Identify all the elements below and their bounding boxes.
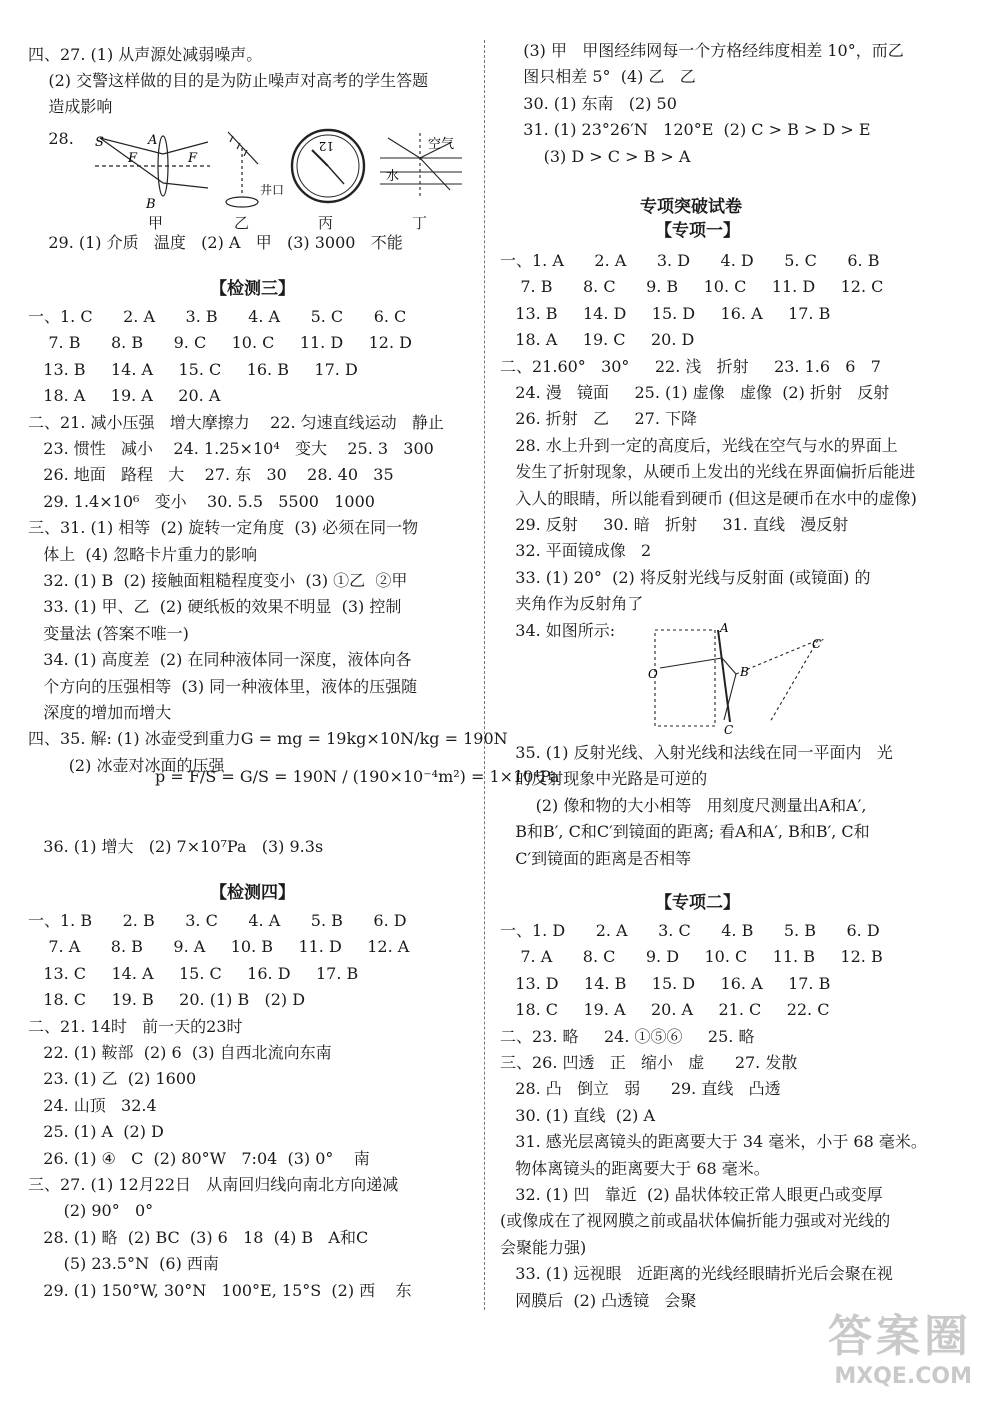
text-line: 26. 折射 乙 27. 下降 (500, 409, 698, 429)
text-line: 7. B 8. C 9. B 10. C 11. D 12. C (500, 277, 884, 297)
text-line: 网膜后 (2) 凸透镜 会聚 (500, 1290, 697, 1310)
text-line: 33. (1) 20° (2) 将反射光线与反射面 (或镜面) 的 (500, 567, 871, 587)
text-line: 入人的眼睛，所以能看到硬币 (但这是硬币在水中的虚像) (500, 488, 917, 508)
text-line: 夹角作为反射角了 (500, 594, 644, 614)
text-line: 7. A 8. B 9. A 10. B 11. D 12. A (28, 937, 410, 957)
text-line: 31. (1) 23°26′N 120°E (2) C > B > D > E (508, 120, 871, 140)
text-line: (2) 90° 0° (28, 1201, 154, 1221)
text-line: 26. (1) ④ C (2) 80°W 7:04 (3) 0° 南 (28, 1148, 370, 1168)
text-line: 23. (1) 乙 (2) 1600 (28, 1069, 197, 1089)
column-divider (484, 40, 485, 1310)
caption-ding: 丁 (412, 214, 428, 232)
watermark-text: 答案圈 (828, 1311, 972, 1362)
pressure-formula: p = F/S = G/S = 190N / (190×10⁻⁴m²) = 1×10⁴Pa (155, 767, 560, 786)
text-line: 四、35. 解: (1) 冰壶受到重力G = mg = 19kg×10N/kg = 190N (28, 729, 508, 749)
text-line: 一、1. B 2. B 3. C 4. A 5. B 6. D (28, 911, 407, 930)
text-line: 三、31. (1) 相等 (2) 旋转一定角度 (3) 必须在同一物 (28, 518, 419, 538)
text-line: 会聚能力强) (500, 1237, 587, 1257)
fig34-label-c2: C′ (812, 637, 824, 651)
q36-line: 36. (1) 增大 (2) 7×10⁷Pa (3) 9.3s (28, 837, 324, 856)
q29-line: 29. (1) 介质 温度 (2) A 甲 (3) 3000 不能 (28, 233, 403, 252)
lens-label-s: S (95, 135, 104, 150)
text-line: 发生了折射现象，从硬币上发出的光线在界面偏折后能进 (500, 462, 916, 482)
text-line: 二、23. 略 24. ①⑤⑥ 25. 略 (500, 1026, 755, 1046)
fig34-reflection (640, 622, 840, 737)
text-line: 13. C 14. A 15. C 16. D 17. B (28, 963, 359, 983)
text-line: 体上 (4) 忽略卡片重力的影响 (28, 544, 258, 564)
text-line: 33. (1) 远视眼 近距离的光线经眼睛折光后会聚在视 (500, 1264, 893, 1284)
text-line: (5) 23.5°N (6) 西南 (28, 1254, 219, 1274)
lens-label-a: A (148, 133, 158, 148)
well-label: 井口 (260, 183, 285, 197)
text-line: 24. 山顶 32.4 (28, 1095, 157, 1115)
text-line: 22. (1) 鞍部 (2) 6 (3) 自西北流向东南 (28, 1043, 332, 1062)
well-diagram (226, 132, 258, 207)
text-line: 24. 漫 镜面 25. (1) 虚像 虚像 (2) 折射 反射 (500, 383, 890, 402)
q27-line2: (2) 交警这样做的目的是为防止噪声对高考的学生答题 (28, 71, 429, 90)
text-line: 32. 平面镜成像 2 (500, 541, 652, 561)
air-label: 空气 (428, 137, 455, 152)
caption-yi: 乙 (234, 214, 250, 232)
text-line: 29. 1.4×10⁶ 变小 30. 5.5 5500 1000 (28, 491, 375, 511)
text-line: 7. A 8. C 9. D 10. C 11. B 12. B (500, 947, 883, 967)
text-line: (3) D > C > B > A (508, 146, 691, 166)
caption-bing: 丙 (318, 214, 334, 232)
text-line: 18. C 19. B 20. (1) B (2) D (28, 990, 306, 1010)
caption-jia: 甲 (148, 214, 164, 232)
section-title-4: 【检测四】 (210, 883, 295, 903)
text-line: 26. 地面 路程 大 27. 东 30 28. 40 35 (28, 465, 394, 485)
text-line: 三、26. 凹透 正 缩小 虚 27. 发散 (500, 1053, 798, 1072)
text-line: 个方向的压强相等 (3) 同一种液体里，液体的压强随 (28, 676, 418, 696)
text-line: 13. B 14. A 15. C 16. B 17. D (28, 359, 358, 379)
clock-number: 12 (318, 139, 334, 153)
special-title: 专项突破试卷 (640, 197, 742, 217)
text-line: (2) 冰壶对冰面的压强 (28, 755, 225, 775)
text-line: B和B′, C和C′到镜面的距离; 看A和A′, B和B′, C和 (500, 822, 870, 842)
text-line: 18. C 19. A 20. A 21. C 22. C (500, 1000, 830, 1020)
special-2-title: 【专项二】 (655, 893, 740, 913)
text-line: (2) 像和物的大小相等 用刻度尺测量出A和A′, (500, 795, 867, 815)
text-line: 一、1. D 2. A 3. C 4. B 5. B 6. D (500, 921, 880, 940)
lens-label-f1: F (128, 151, 138, 166)
section-title-3: 【检测三】 (210, 279, 295, 299)
text-line: (3) 甲 甲图经纬网每一个方格经纬度相差 10°，而乙 (508, 41, 904, 60)
text-line: 32. (1) 凹 靠近 (2) 晶状体较正常人眼更凸或变厚 (500, 1185, 883, 1204)
text-line: 物体离镜头的距离要大于 68 毫米。 (500, 1158, 770, 1178)
watermark-url: MXQE.COM (834, 1364, 972, 1389)
fig34-label-b: B (740, 665, 749, 679)
text-line: 29. 反射 30. 暗 折射 31. 直线 漫反射 (500, 515, 849, 534)
text-line: 29. (1) 150°W, 30°N 100°E, 15°S (2) 西 东 (28, 1280, 412, 1300)
text-line: 13. D 14. B 15. D 16. A 17. B (500, 973, 831, 993)
text-line: C′到镜面的距离是否相等 (500, 848, 692, 868)
text-line: 25. (1) A (2) D (28, 1122, 164, 1142)
special-1-title: 【专项一】 (655, 221, 740, 241)
q27-line3: 造成影响 (28, 97, 113, 116)
text-line: 18. A 19. C 20. D (500, 330, 695, 350)
text-line: 三、27. (1) 12月22日 从南回归线向南北方向递减 (28, 1175, 399, 1194)
text-line: 23. 惯性 减小 24. 1.25×10⁴ 变大 25. 3 300 (28, 439, 434, 458)
q27-line1: 四、27. (1) 从声源处减弱噪声。 (28, 45, 263, 64)
text-line: 33. (1) 甲、乙 (2) 硬纸板的效果不明显 (3) 控制 (28, 597, 402, 617)
text-line: 28. 水上升到一定的高度后，光线在空气与水的界面上 (500, 435, 898, 455)
text-line: 一、1. A 2. A 3. D 4. D 5. C 6. B (500, 251, 880, 270)
text-line: 二、21. 14时 前一天的23时 (28, 1016, 243, 1036)
text-line: 二、21. 减小压强 增大摩擦力 22. 匀速直线运动 静止 (28, 412, 444, 432)
q28-label: 28. (28, 129, 74, 148)
fig34-label-c: C (724, 723, 734, 737)
text-line: 变量法 (答案不唯一) (28, 623, 189, 643)
water-label: 水 (386, 169, 400, 184)
text-line: 28. 凸 倒立 弱 29. 直线 凸透 (500, 1079, 781, 1099)
text-line: 30. (1) 直线 (2) A (500, 1105, 656, 1125)
text-line: 图只相差 5° (4) 乙 乙 (508, 67, 696, 87)
text-line: 一、1. C 2. A 3. B 4. A 5. C 6. C (28, 307, 407, 326)
text-line: 34. 如图所示: (500, 620, 616, 640)
text-line: 28. (1) 略 (2) BC (3) 6 18 (4) B A和C (28, 1227, 369, 1247)
text-line: 30. (1) 东南 (2) 50 (508, 93, 677, 113)
text-line: 深度的增加而增大 (28, 703, 172, 722)
text-line: 32. (1) B (2) 接触面粗糙程度变小 (3) ①乙 ②甲 (28, 571, 408, 590)
lens-label-f2: F (188, 151, 198, 166)
lens-label-b: B (146, 197, 156, 212)
text-line: 31. 感光层离镜头的距离要大于 34 毫米，小于 68 毫米。 (500, 1132, 927, 1152)
text-line: 35. (1) 反射光线、入射光线和法线在同一平面内 光 (500, 743, 893, 762)
text-line: 18. A 19. A 20. A (28, 386, 221, 406)
text-line: 7. B 8. B 9. C 10. C 11. D 12. D (28, 333, 412, 353)
text-line: 13. B 14. D 15. D 16. A 17. B (500, 303, 831, 323)
fig34-label-a: A (720, 622, 729, 635)
fig34-label-o: O (648, 667, 658, 681)
text-line: 的反射现象中光路是可逆的 (500, 769, 708, 789)
text-line: (或像成在了视网膜之前或晶状体偏折能力强或对光线的 (500, 1211, 891, 1231)
text-line: 二、21.60° 30° 22. 浅 折射 23. 1.6 6 7 (500, 356, 881, 376)
text-line: 34. (1) 高度差 (2) 在同种液体同一深度，液体向各 (28, 650, 412, 670)
watermark (828, 1300, 972, 1389)
